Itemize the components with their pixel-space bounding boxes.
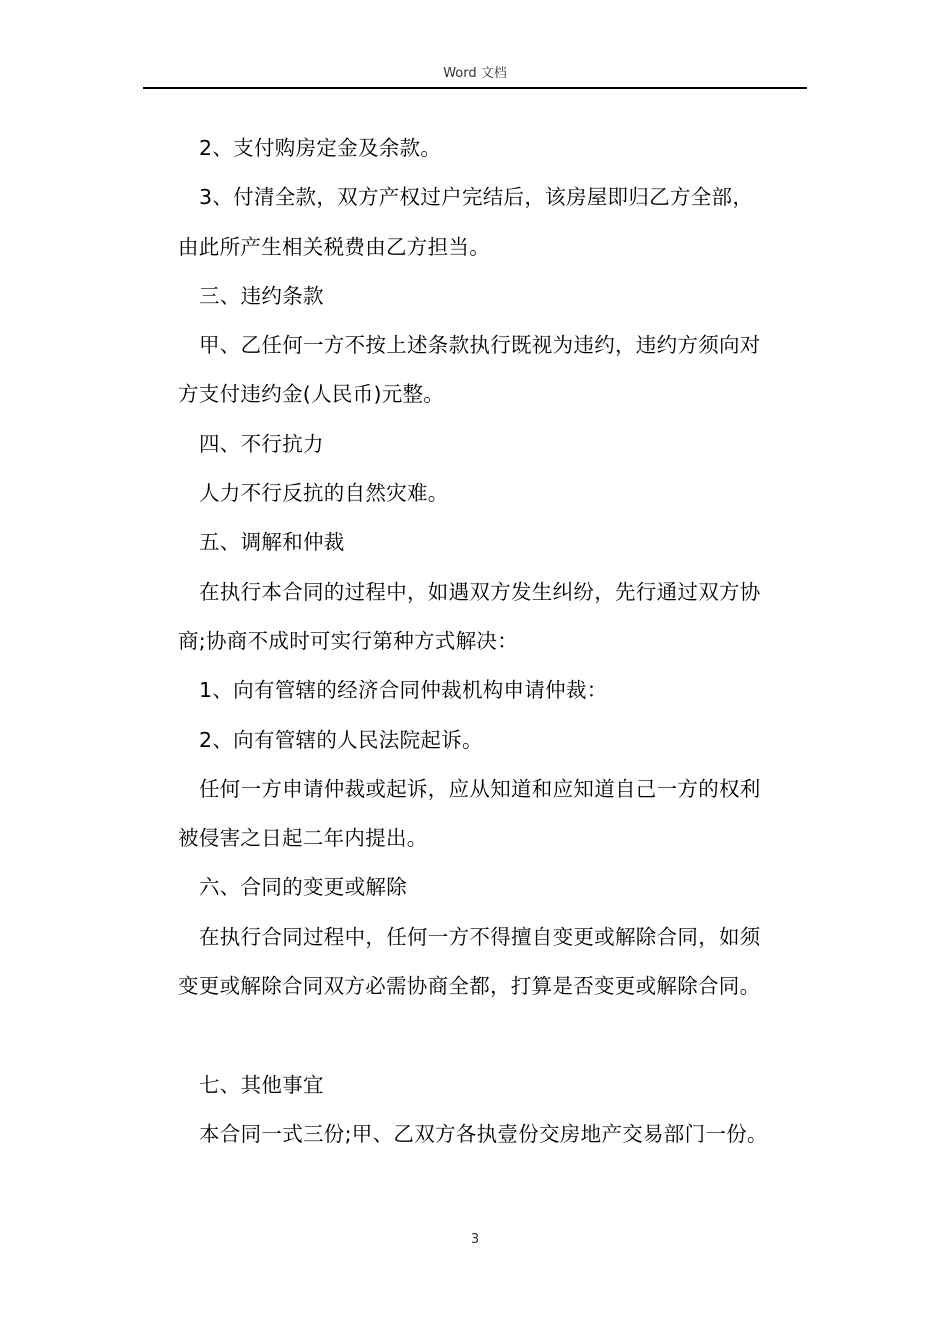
section-heading-arbitration: 五、调解和仲裁 <box>199 530 345 555</box>
paragraph-time-limit: 任何一方申请仲裁或起诉，应从知道和应知道自己一方的权利 <box>199 776 761 801</box>
list-item-full-payment: 3、付清全款，双方产权过户完结后，该房屋即归乙方全部， <box>199 185 754 210</box>
paragraph-copies: 本合同一式三份;甲、乙双方各执壹份交房地产交易部门一份。 <box>199 1121 768 1146</box>
paragraph-breach: 甲、乙任何一方不按上述条款执行既视为违约，违约方须向对 <box>199 333 761 358</box>
list-item-court: 2、向有管辖的人民法院起诉。 <box>199 727 483 752</box>
paragraph-arbitration: 在执行本合同的过程中，如遇双方发生纠纷，先行通过双方协 <box>199 579 761 604</box>
blank-line <box>178 1011 808 1060</box>
list-item-arbitration-body: 1、向有管辖的经济合同仲裁机构申请仲裁： <box>199 678 608 703</box>
section-heading-amendment: 六、合同的变更或解除 <box>199 875 407 900</box>
paragraph-force-majeure: 人力不行反抗的自然灾难。 <box>199 481 449 506</box>
document-body <box>178 124 808 1159</box>
paragraph-continuation: 由此所产生相关税费由乙方担当。 <box>178 234 490 259</box>
paragraph-continuation: 商;协商不成时可实行第种方式解决： <box>178 628 519 653</box>
paragraph-continuation: 被侵害之日起二年内提出。 <box>178 826 428 851</box>
page-header-title: Word 文档 <box>443 66 507 81</box>
section-heading-force-majeure: 四、不行抗力 <box>199 431 324 456</box>
section-heading-breach: 三、违约条款 <box>199 283 324 308</box>
paragraph-continuation: 变更或解除合同双方必需协商全都，打算是否变更或解除合同。 <box>178 974 761 999</box>
header-rule <box>143 87 807 89</box>
list-item-payment-deposit: 2、支付购房定金及余款。 <box>199 136 442 160</box>
page-number: 3 <box>470 1232 480 1247</box>
section-heading-other: 七、其他事宜 <box>199 1072 324 1097</box>
paragraph-continuation: 方支付违约金(人民币)元整。 <box>178 382 445 407</box>
paragraph-amendment: 在执行合同过程中，任何一方不得擅自变更或解除合同，如须 <box>199 924 761 949</box>
